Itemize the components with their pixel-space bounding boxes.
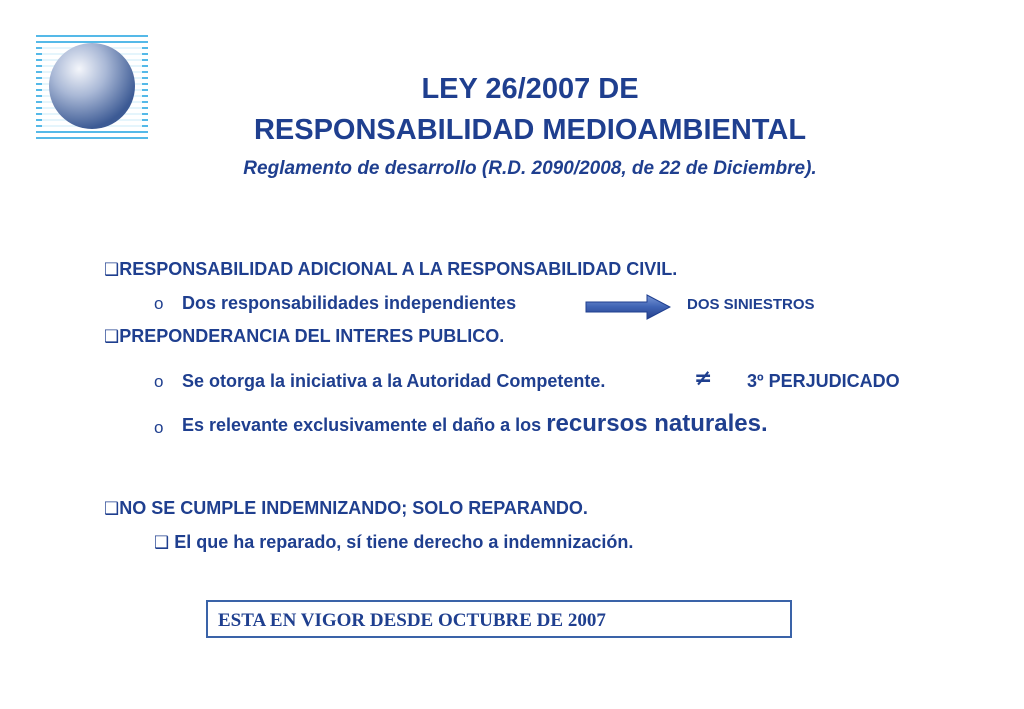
section3-item1: El que ha reparado, sí tiene derecho a indemnización. <box>174 532 634 552</box>
section2-heading: PREPONDERANCIA DEL INTERES PUBLICO. <box>119 326 505 346</box>
section2-item2-emphasis: recursos naturales. <box>546 410 768 437</box>
circle-bullet-icon: o <box>154 294 164 313</box>
checkbox-bullet-icon: ❑ <box>104 327 120 347</box>
section3-heading-row <box>104 498 588 519</box>
page-title-line1: LEY 26/2007 DE <box>421 73 639 105</box>
checkbox-bullet-icon: ❑ <box>104 499 120 519</box>
section2-item1-result: 3º PERJUDICADO <box>747 371 900 391</box>
page-title-line2: RESPONSABILIDAD MEDIOAMBIENTAL <box>253 114 807 146</box>
in-force-notice-box: ESTA EN VIGOR DESDE OCTUBRE DE 2007 <box>206 600 792 638</box>
section3-heading: NO SE CUMPLE INDEMNIZANDO; SOLO REPARANDO. <box>119 498 588 518</box>
section2-heading-row <box>104 326 504 347</box>
circle-bullet-icon: o <box>154 372 164 391</box>
not-equal-icon: ≠ <box>694 366 713 391</box>
section1-item1-result: DOS SINIESTROS <box>687 296 815 313</box>
right-arrow-icon <box>585 294 671 320</box>
section1-heading: RESPONSABILIDAD ADICIONAL A LA RESPONSABILIDAD CIVIL. <box>119 259 678 279</box>
section3-item1-row <box>154 532 633 553</box>
checkbox-bullet-icon: ❑ <box>154 533 170 553</box>
section2-item2 <box>182 410 768 438</box>
section2-item1: Se otorga la iniciativa a la Autoridad Competente. <box>182 371 606 391</box>
section1-item1: Dos responsabilidades independientes <box>182 293 517 313</box>
page-subtitle: Reglamento de desarrollo (R.D. 2090/2008, de 22 de Diciembre). <box>243 158 817 179</box>
checkbox-bullet-icon: ❑ <box>104 260 120 280</box>
section2-item2-prefix: Es relevante exclusivamente el daño a los <box>182 415 542 435</box>
section1-heading-row <box>104 259 677 280</box>
circle-bullet-icon: o <box>154 418 164 437</box>
